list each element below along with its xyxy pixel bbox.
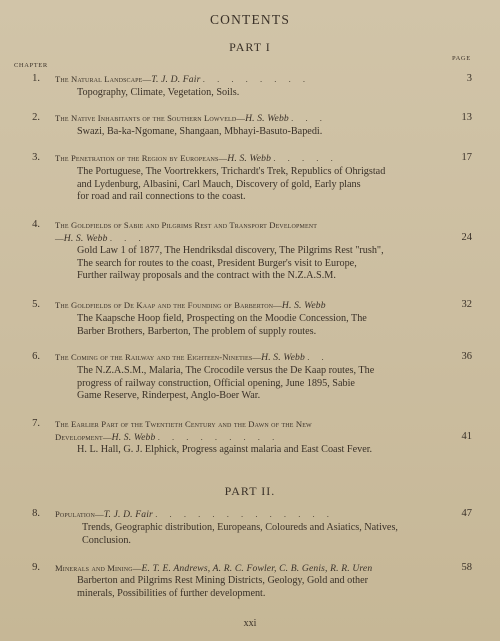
chapter-topics: Barber Brothers, Barberton, The problem of supply routes.: [77, 325, 317, 337]
chapter-number: 3.: [32, 152, 40, 163]
chapter-topics: H. L. Hall, G. J. Elphick, Progress against malaria and East Coast Fever.: [77, 444, 373, 455]
chapter-topics: Conclusion.: [82, 534, 131, 546]
page-number: 24: [461, 232, 472, 243]
chapter-heading: Population—T. J. D. Fair . . . . . . . . . . . . .: [55, 509, 334, 520]
page-title: CONTENTS: [209, 12, 291, 27]
chapter-topics: for road and rail connections to the coast.: [77, 191, 246, 202]
chapter-heading-continued: Development—H. S. Webb . . . . . . . . .: [55, 432, 280, 443]
chapter-topics: Swazi, Ba-ka-Ngomane, Shangaan, Mbhayi-Basuto-Bapedi.: [77, 126, 323, 137]
chapter-number: 2.: [32, 112, 40, 123]
chapter-number: 7.: [32, 418, 40, 429]
chapter-author: H. S. Webb: [111, 432, 156, 443]
chapter-topics: progress of railway construction, Official opening, June 1895, Sabie: [77, 377, 355, 389]
page-number: 47: [461, 508, 472, 519]
page-number: 13: [461, 112, 472, 123]
chapter-heading: The Goldfields of De Kaap and the Founding of Barberton—H. S. Webb: [55, 300, 326, 311]
chapter-topics: Game Reserve, Rinderpest, Anglo-Boer War.: [77, 390, 261, 401]
chapter-number: 1.: [32, 73, 40, 84]
chapter-title: The Earlier Part of the Twentieth Century and the Dawn of the New: [55, 419, 312, 429]
page-number: 41: [461, 431, 472, 442]
chapter-topics: Barberton and Pilgrims Rest Mining Districts, Geology, Gold and other: [77, 575, 369, 586]
chapter-title: The Natural Landscape: [55, 74, 143, 84]
chapter-title: The Goldfields of Sabie and Pilgrims Rest and Transport Development: [55, 220, 318, 230]
chapter-heading: [55, 418, 450, 431]
chapter-title: The Coming of the Railway and the Eighteen-Nineties: [55, 352, 253, 362]
chapter-topics: and Lydenburg, Albasini, Carl Mauch, Discovery of gold, Early plans: [77, 178, 361, 190]
chapter-heading-continued: —H. S. Webb . . .: [55, 233, 146, 244]
chapter-heading: The Coming of the Railway and the Eighteen-Nineties—H. S. Webb . .: [55, 352, 329, 363]
page-number: 3: [466, 73, 472, 84]
chapter-topics: The Kaapsche Hoop field, Prospecting on the Moodie Concession, The: [77, 313, 367, 324]
chapter-author: H. S. Webb: [281, 300, 326, 311]
chapter-title: The Penetration of the Region by Europeans: [55, 153, 219, 163]
chapter-author: E. T. E. Andrews, A. R. C. Fowler, C. B. Genis, R. R. Uren: [141, 563, 373, 574]
page-number: 32: [461, 299, 472, 310]
chapter-author: H. S. Webb: [245, 113, 289, 124]
chapter-column-label: CHAPTER: [14, 62, 48, 69]
page-number: 17: [461, 152, 472, 163]
chapter-number: 9.: [32, 562, 40, 573]
chapter-topics: Further railway proposals and the contract with the N.Z.A.S.M.: [77, 270, 336, 281]
chapter-topics: Gold Law 1 of 1877, The Hendriksdal discovery, The Pilgrims Rest "rush",: [77, 245, 384, 256]
chapter-number: 8.: [32, 508, 40, 519]
chapter-heading: [55, 219, 450, 232]
chapter-author: T. J. D. Fair: [103, 509, 153, 520]
chapter-topics: The Portuguese, The Voortrekkers, Trichardt's Trek, Republics of Ohrigstad: [77, 166, 386, 177]
chapter-author: H. S. Webb: [227, 153, 272, 164]
chapter-topics: Trends, Geographic distribution, Europeans, Coloureds and Asiatics, Natives,: [82, 522, 398, 533]
chapter-heading: Minerals and Mining—E. T. E. Andrews, A. R. C. Fowler, C. B. Genis, R. R. Uren: [55, 563, 373, 574]
page-number: 36: [461, 351, 472, 362]
chapter-title: The Native Inhabitants of the Southern Lowveld: [55, 113, 237, 123]
part-two-heading: PART II.: [224, 484, 276, 498]
chapter-heading: The Natural Landscape—T. J. D. Fair . . . . . . . .: [55, 74, 311, 85]
chapter-title-continued: Development: [55, 432, 103, 442]
chapter-title: Minerals and Mining: [55, 563, 133, 573]
chapter-number: 4.: [32, 219, 40, 230]
chapter-topics: minerals, Possibilities of further development.: [77, 587, 266, 599]
chapter-title: The Goldfields of De Kaap and the Founding of Barberton: [55, 300, 274, 310]
chapter-author: H. S. Webb: [63, 233, 108, 244]
page-column-label: PAGE: [452, 55, 471, 62]
chapter-number: 5.: [32, 299, 40, 310]
chapter-author: H. S. Webb: [261, 352, 305, 363]
chapter-heading: The Penetration of the Region by Europeans—H. S. Webb . . . . .: [55, 153, 338, 164]
chapter-number: 6.: [32, 351, 40, 362]
chapter-topics: The N.Z.A.S.M., Malaria, The Crocodile versus the De Kaap routes, The: [77, 365, 375, 376]
chapter-topics: Topography, Climate, Vegetation, Soils.: [77, 87, 240, 98]
chapter-heading: The Native Inhabitants of the Southern Lowveld—H. S. Webb . . .: [55, 113, 327, 124]
chapter-topics: The search for routes to the coast, President Burger's visit to Europe,: [77, 257, 357, 269]
chapter-title: Population: [55, 509, 95, 519]
part-one-heading: PART I: [229, 40, 271, 54]
folio-page-number: xxi: [243, 618, 257, 629]
page-number: 58: [461, 562, 472, 573]
chapter-author: T. J. D. Fair: [151, 74, 201, 85]
